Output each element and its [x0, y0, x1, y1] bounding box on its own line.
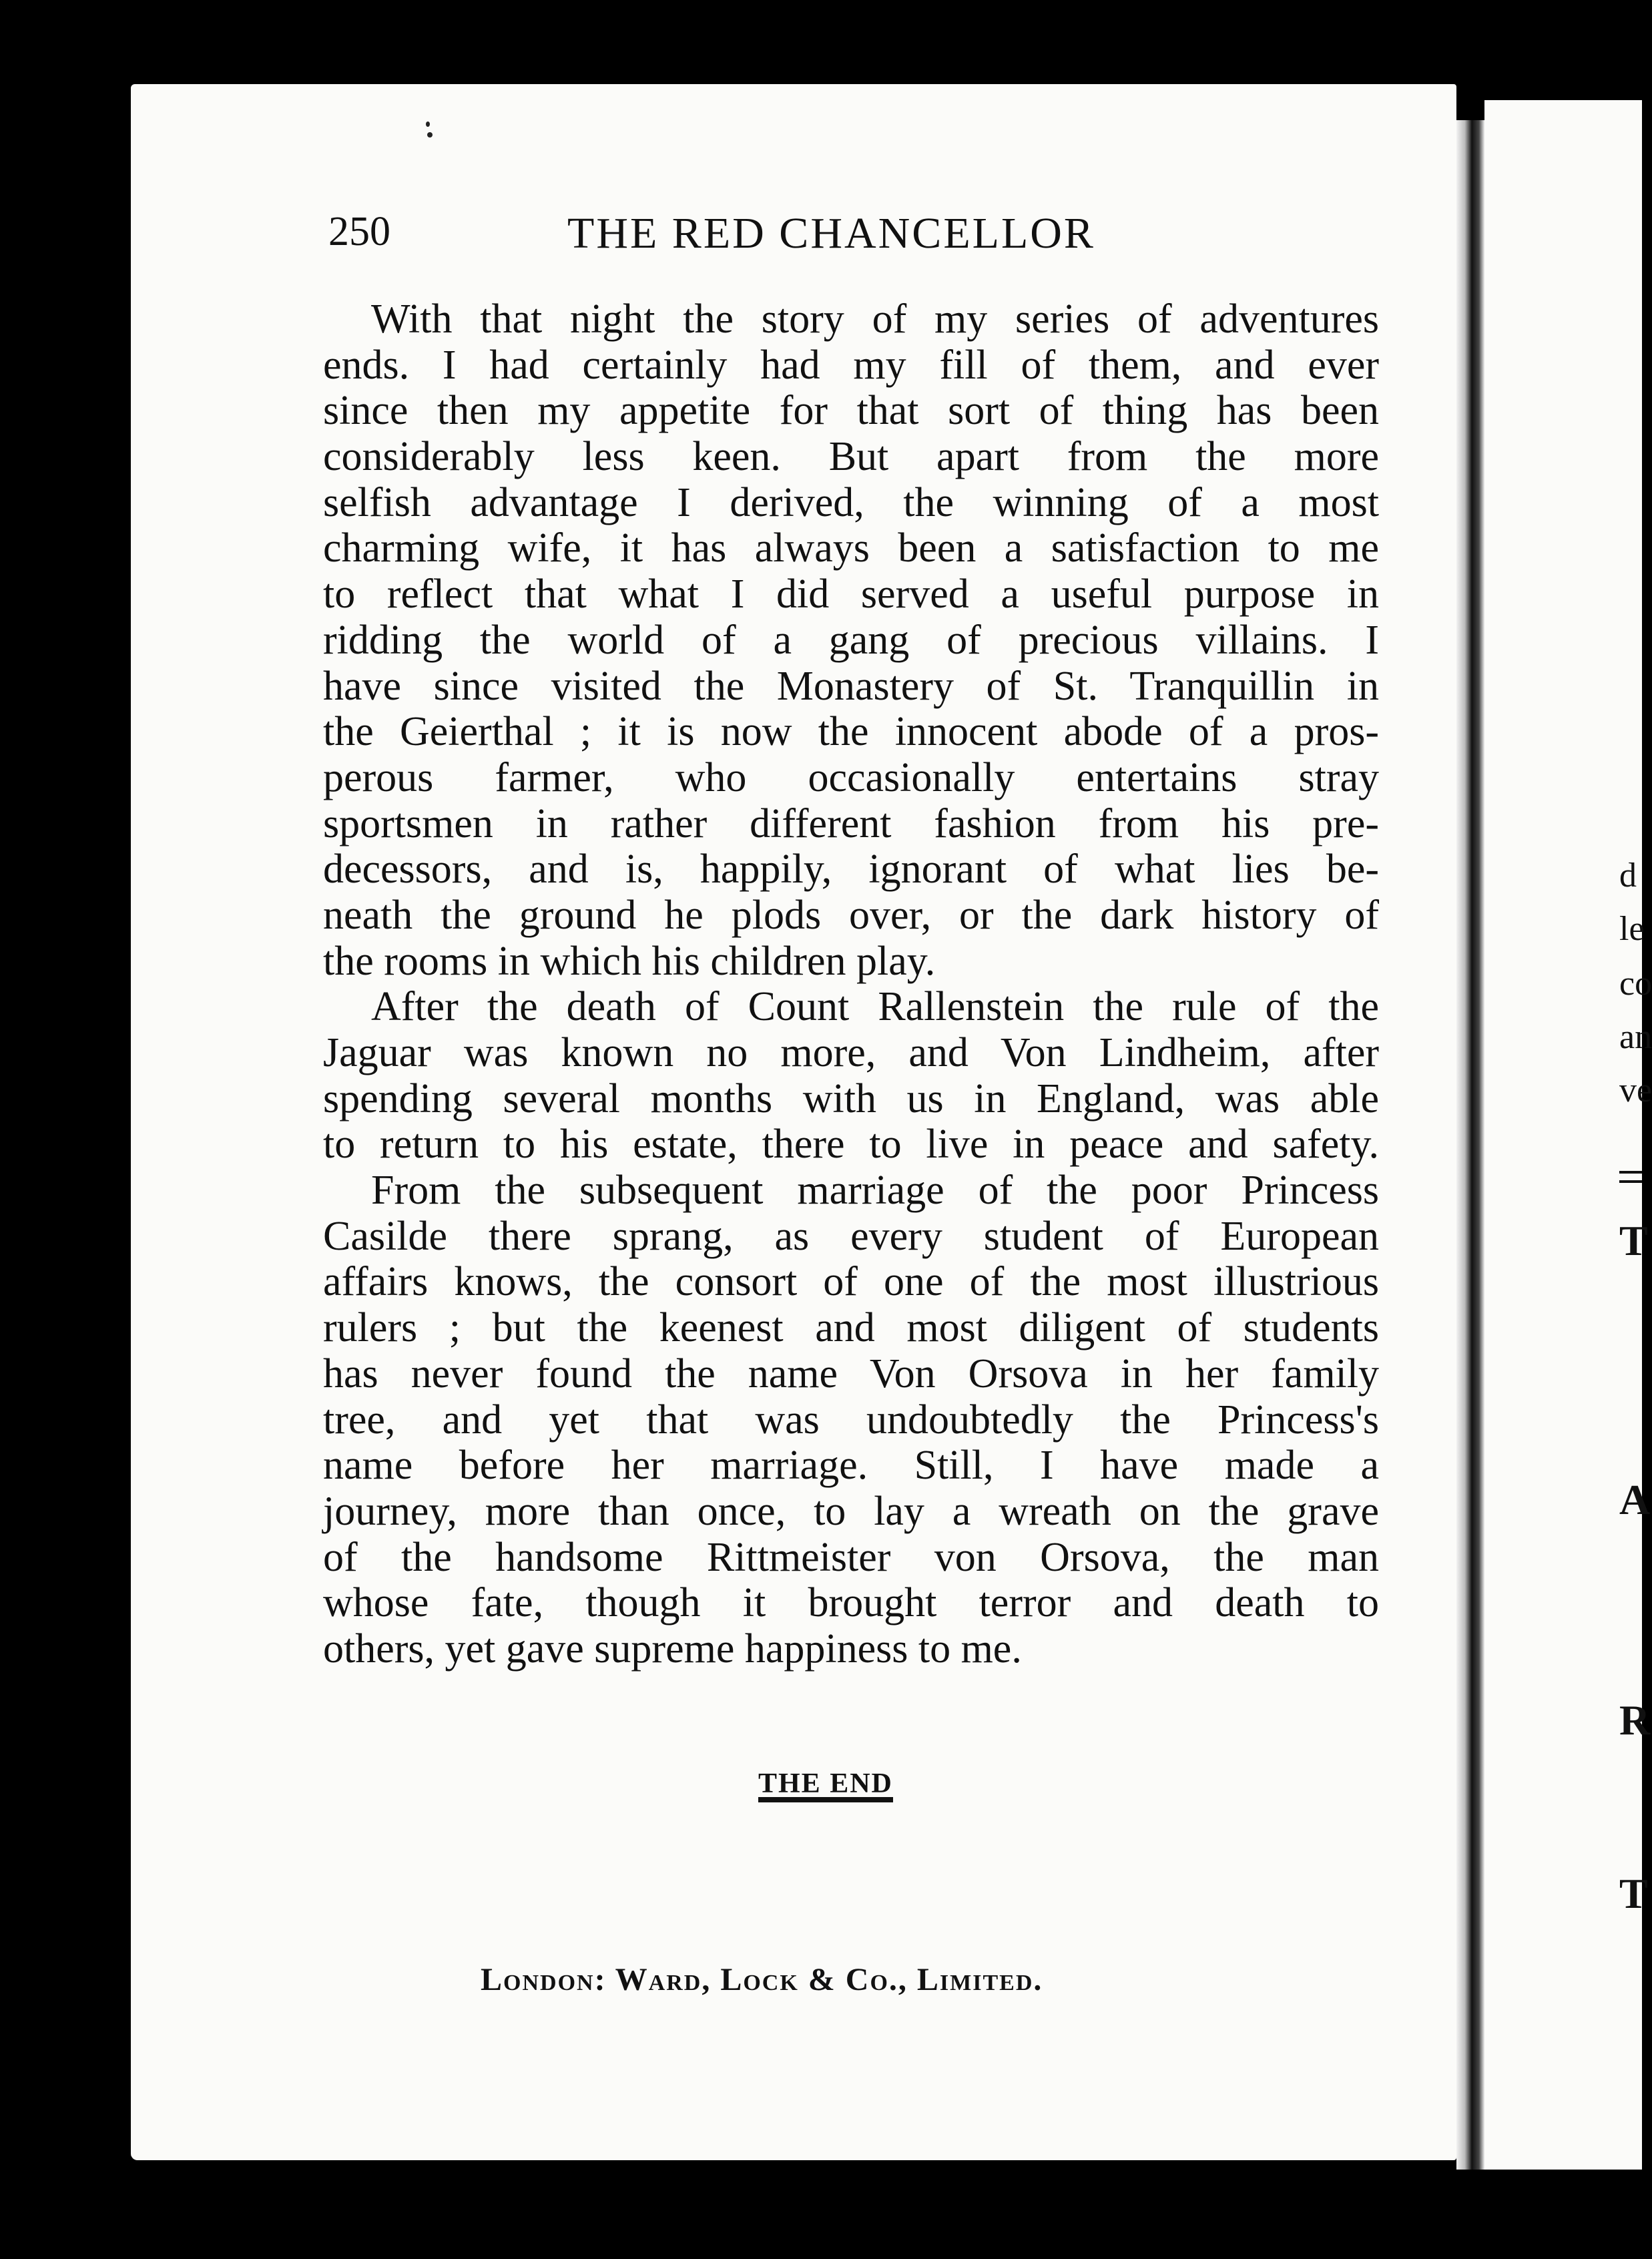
speck: [427, 132, 433, 138]
text-line: Casilde there sprang, as every student of European: [323, 1213, 1379, 1259]
book-gutter: [1456, 120, 1484, 2170]
text-line: rulers ; but the keenest and most diligent of students: [323, 1305, 1379, 1351]
text-line: the Geierthal ; it is now the innocent abode of a pros-: [323, 709, 1379, 755]
text-line: neath the ground he plods over, or the dark history of: [323, 892, 1379, 938]
text-line: since then my appetite for that sort of thing has been: [323, 388, 1379, 434]
text-line: name before her marriage. Still, I have made a: [323, 1443, 1379, 1489]
text-line: others, yet gave supreme happiness to me.: [323, 1625, 1022, 1672]
text-line: has never found the name Von Orsova in her family: [323, 1350, 1379, 1397]
text-line: Jaguar was known no more, and Von Lindheim, after: [323, 1030, 1379, 1075]
facing-page-fragment: co: [1619, 965, 1652, 1003]
text-line: journey, more than once, to lay a wreath on the grave: [323, 1488, 1379, 1534]
text-line: tree, and yet that was undoubtedly the Princess's: [323, 1397, 1379, 1443]
running-header: [328, 203, 1383, 267]
facing-page-fragment: d: [1619, 856, 1637, 895]
facing-page-fragment: an: [1619, 1018, 1652, 1056]
text-line: selfish advantage I derived, the winning of a most: [323, 479, 1379, 525]
facing-page-fragment: R: [1619, 1696, 1651, 1744]
text-line: decessors, and is, happily, ignorant of what lies be-: [323, 846, 1379, 893]
facing-page-fragment: T: [1619, 1870, 1648, 1917]
running-title: THE RED CHANCELLOR: [567, 209, 1095, 258]
text-line: sportsmen in rather different fashion from his pre-: [323, 800, 1379, 846]
facing-page-fragment: le: [1619, 910, 1645, 948]
text-line: charming wife, it has always been a satisfaction to me: [323, 525, 1379, 571]
text-line: perous farmer, who occasionally entertains stray: [323, 754, 1379, 800]
text-line: After the death of Count Rallenstein the rule of the: [371, 984, 1379, 1030]
facing-page-fragment: ve: [1619, 1071, 1652, 1109]
text-line: to reflect that what I did served a useful purpose in: [323, 571, 1379, 617]
text-line: ridding the world of a gang of precious villains. I: [323, 617, 1379, 663]
text-line: ends. I had certainly had my fill of them, and ever: [323, 342, 1379, 388]
text-line: whose fate, though it brought terror and death to: [323, 1580, 1379, 1626]
text-line: spending several months with us in England, was able: [323, 1075, 1379, 1121]
the-end-mark: THE END: [758, 1770, 893, 1802]
facing-page-fragment: T: [1619, 1217, 1648, 1264]
facing-page-rule: [1619, 1171, 1642, 1183]
text-line: have since visited the Monastery of St. Tranquillin in: [323, 663, 1379, 709]
text-line: of the handsome Rittmeister von Orsova, the man: [323, 1534, 1379, 1580]
facing-page: [1484, 100, 1642, 2170]
text-line: With that night the story of my series of adventures: [371, 296, 1379, 342]
text-line: From the subsequent marriage of the poor Princess: [371, 1168, 1379, 1214]
text-line: considerably less keen. But apart from the more: [323, 434, 1379, 480]
facing-page-fragment: A: [1619, 1476, 1651, 1523]
publisher-imprint: London: Ward, Lock & Co., Limited.: [481, 1962, 1043, 1997]
text-line: affairs knows, the consort of one of the most illustrious: [323, 1259, 1379, 1305]
text-line: to return to his estate, there to live in peace and safety.: [323, 1121, 1379, 1168]
text-line: the rooms in which his children play.: [323, 938, 936, 984]
body-text: [323, 296, 1379, 1672]
speck: [426, 121, 430, 127]
page-number: 250: [328, 209, 390, 254]
